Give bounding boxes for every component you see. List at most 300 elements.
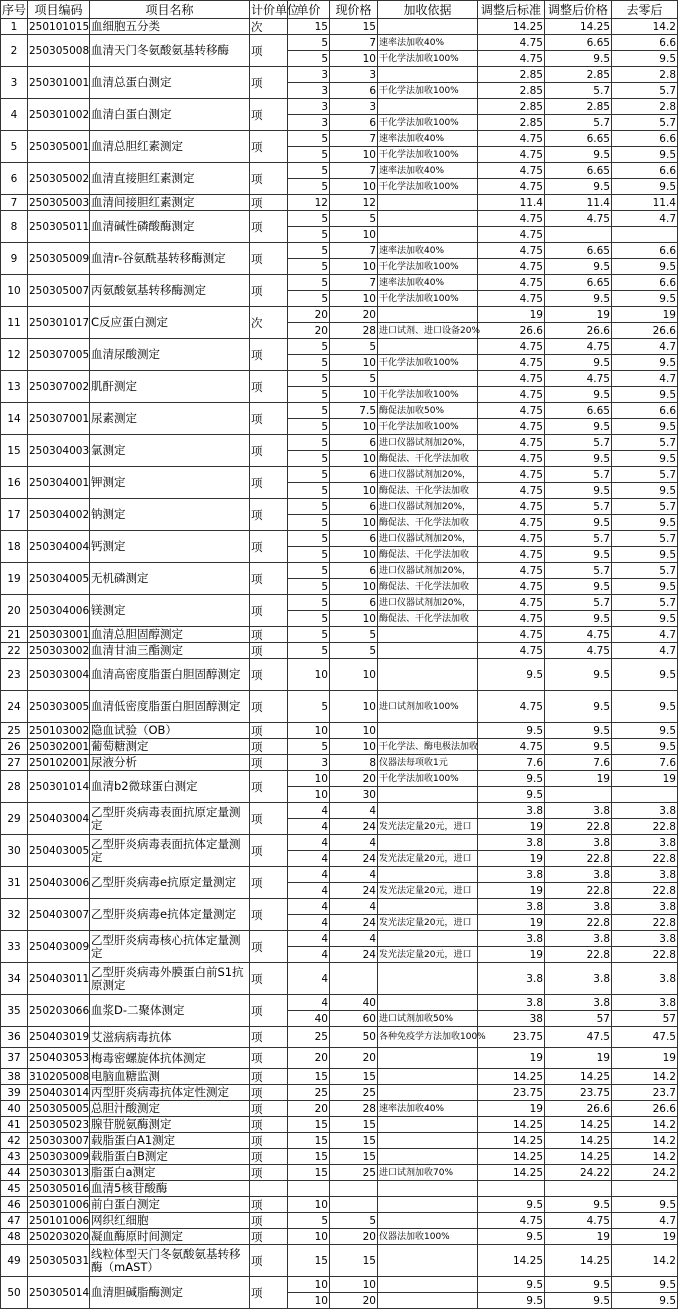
cell-no: 49	[1, 1245, 28, 1277]
cell-unit-price: 15	[288, 19, 330, 35]
table-row	[1, 563, 678, 579]
cell-adjusted-standard: 4.75	[478, 627, 545, 643]
table-row	[1, 1229, 678, 1245]
cell-no: 5	[1, 131, 28, 163]
cell-rounded: 19	[612, 1229, 678, 1245]
cell-name: 电脑血糖监测	[90, 1069, 250, 1085]
cell-adjusted-standard: 3.8	[478, 899, 545, 915]
cell-current-price: 10	[330, 739, 378, 755]
table-row	[1, 867, 678, 883]
cell-surcharge-basis: 干化学法加收100%	[378, 419, 478, 435]
cell-rounded: 22.8	[612, 819, 678, 835]
cell-no: 33	[1, 931, 28, 963]
cell-adjusted-price: 9.5	[545, 547, 612, 563]
cell-current-price: 7.5	[330, 403, 378, 419]
cell-code: 250101006	[29, 1214, 90, 1227]
cell-unit-price: 5	[288, 403, 330, 419]
cell-adjusted-standard: 4.75	[478, 35, 545, 51]
cell-surcharge-basis: 酶促法、干化学法加收	[378, 547, 478, 563]
cell-unit: 项	[250, 1197, 288, 1213]
cell-no: 21	[1, 627, 28, 643]
cell-unit-price: 5	[288, 163, 330, 179]
cell-current-price: 28	[330, 323, 378, 339]
cell-rounded: 9.5	[612, 147, 678, 163]
cell-surcharge-basis: 速率法加收40%	[378, 163, 478, 179]
cell-adjusted-price: 47.5	[545, 1027, 612, 1048]
table-row	[1, 275, 678, 291]
table-row	[1, 1117, 678, 1133]
cell-adjusted-price: 3.8	[545, 899, 612, 915]
cell-code: 250305001	[28, 131, 90, 163]
cell-unit: 项	[250, 467, 288, 499]
cell-adjusted-price: 3.8	[545, 963, 612, 995]
cell-adjusted-price: 5.7	[545, 499, 612, 515]
cell-adjusted-standard: 14.25	[478, 1069, 545, 1085]
cell-surcharge-basis	[378, 211, 478, 227]
cell-unit-price: 5	[288, 451, 330, 467]
cell-surcharge-basis: 进口仪器试剂加20%，	[378, 563, 478, 579]
cell-adjusted-standard: 23.75	[478, 1085, 545, 1101]
cell-surcharge-basis	[378, 803, 478, 819]
cell-current-price: 10	[330, 355, 378, 371]
cell-current-price: 15	[330, 1069, 378, 1085]
cell-adjusted-price: 5.7	[545, 467, 612, 483]
cell-rounded: 14.2	[612, 1069, 678, 1085]
cell-adjusted-price: 14.25	[545, 1117, 612, 1133]
cell-rounded: 5.7	[612, 531, 678, 547]
cell-rounded: 9.5	[612, 579, 678, 595]
cell-unit-price: 5	[288, 259, 330, 275]
cell-surcharge-basis: 进口仪器试剂加20%，	[378, 435, 478, 451]
table-row	[1, 99, 678, 115]
cell-adjusted-price	[545, 1181, 612, 1197]
cell-code: 250304004	[28, 531, 90, 563]
cell-unit-price: 5	[288, 179, 330, 195]
cell-current-price: 10	[330, 515, 378, 531]
cell-unit-price: 5	[288, 515, 330, 531]
cell-unit-price: 15	[288, 1245, 330, 1277]
cell-code: 250305005	[29, 1102, 90, 1115]
cell-surcharge-basis: 仪器法加收100%	[378, 1229, 478, 1245]
table-row	[1, 1069, 678, 1085]
header-cell: 计价单位	[251, 2, 300, 17]
cell-unit: 项	[250, 803, 288, 835]
cell-rounded: 57	[612, 1011, 678, 1027]
cell-code: 250303013	[29, 1166, 90, 1179]
cell-rounded: 22.8	[612, 947, 678, 963]
cell-unit-price: 4	[288, 883, 330, 899]
cell-adjusted-price: 9.5	[545, 579, 612, 595]
cell-rounded: 14.2	[612, 1133, 678, 1149]
cell-adjusted-standard: 14.25	[478, 1149, 545, 1165]
cell-no: 36	[1, 1027, 28, 1048]
cell-name: 前白蛋白测定	[90, 1197, 250, 1213]
cell-rounded: 9.5	[612, 483, 678, 499]
cell-unit: 项	[250, 995, 288, 1027]
cell-unit-price: 4	[288, 835, 330, 851]
cell-rounded: 4.7	[612, 643, 678, 659]
cell-current-price: 3	[330, 99, 378, 115]
cell-adjusted-price: 19	[545, 307, 612, 323]
cell-adjusted-standard: 9.5	[478, 771, 545, 787]
table-row	[1, 435, 678, 451]
cell-name: 乙型肝炎病毒e抗原定量测定	[90, 867, 250, 899]
cell-current-price: 24	[330, 915, 378, 931]
table-row	[1, 995, 678, 1011]
cell-adjusted-price: 9.5	[545, 1293, 612, 1309]
header-cell: 调整后价格	[545, 1, 612, 19]
cell-rounded: 3.8	[612, 995, 678, 1011]
table-row	[1, 403, 678, 419]
cell-unit: 项	[250, 1069, 288, 1085]
cell-unit-price: 3	[288, 755, 330, 771]
cell-surcharge-basis: 发光法定量20元，进口	[378, 915, 478, 931]
cell-rounded	[612, 1181, 678, 1197]
cell-no: 44	[1, 1165, 28, 1181]
cell-rounded: 3.8	[612, 899, 678, 915]
cell-rounded: 9.5	[612, 451, 678, 467]
cell-surcharge-basis: 仪器法每项收1元	[378, 755, 478, 771]
table-row	[1, 499, 678, 515]
cell-surcharge-basis: 速率法加收40%	[378, 1101, 478, 1117]
cell-name: 梅毒密螺旋体抗体测定	[90, 1048, 250, 1069]
cell-unit-price: 5	[288, 147, 330, 163]
cell-current-price: 24	[330, 883, 378, 899]
cell-rounded: 5.7	[612, 563, 678, 579]
cell-surcharge-basis: 干化学法、酶电极法加收	[378, 739, 478, 755]
cell-rounded: 9.5	[612, 515, 678, 531]
cell-current-price: 15	[330, 19, 378, 35]
cell-current-price: 50	[330, 1027, 378, 1048]
cell-adjusted-standard: 9.5	[478, 1229, 545, 1245]
cell-adjusted-price: 4.75	[545, 627, 612, 643]
cell-adjusted-price	[545, 787, 612, 803]
cell-adjusted-standard: 14.25	[478, 19, 545, 35]
cell-rounded: 9.5	[612, 291, 678, 307]
table-row	[1, 691, 678, 723]
cell-no: 1	[1, 19, 28, 35]
cell-unit: 项	[250, 403, 288, 435]
cell-unit-price: 5	[288, 1213, 330, 1229]
cell-unit-price: 5	[288, 339, 330, 355]
table-row	[1, 67, 678, 83]
cell-code: 250301017	[28, 307, 90, 339]
cell-adjusted-standard: 14.25	[478, 1165, 545, 1181]
cell-unit-price: 20	[288, 323, 330, 339]
cell-code: 250403011	[28, 963, 90, 995]
cell-name: 血清尿酸测定	[90, 339, 250, 371]
cell-surcharge-basis	[378, 227, 478, 243]
cell-adjusted-price: 23.75	[545, 1085, 612, 1101]
cell-surcharge-basis	[378, 643, 478, 659]
cell-unit-price: 4	[288, 995, 330, 1011]
cell-surcharge-basis	[378, 867, 478, 883]
cell-adjusted-price: 5.7	[545, 435, 612, 451]
cell-adjusted-price: 6.65	[545, 35, 612, 51]
cell-current-price: 6	[330, 115, 378, 131]
cell-surcharge-basis: 酶促法加收50%	[378, 403, 478, 419]
cell-current-price	[330, 963, 378, 995]
cell-unit: 项	[250, 931, 288, 963]
table-row	[1, 1277, 678, 1293]
cell-surcharge-basis	[378, 371, 478, 387]
cell-surcharge-basis: 干化学法加收100%	[378, 179, 478, 195]
cell-surcharge-basis: 干化学法加收100%	[378, 259, 478, 275]
cell-name: 乙型肝炎病毒表面抗体定量测定	[90, 835, 250, 867]
cell-rounded: 14.2	[612, 1245, 678, 1277]
cell-adjusted-price: 7.6	[545, 755, 612, 771]
cell-unit-price: 20	[288, 1101, 330, 1117]
cell-name: 隐血试验（OB）	[90, 723, 250, 739]
cell-current-price: 25	[330, 1085, 378, 1101]
cell-no: 17	[1, 499, 28, 531]
cell-current-price: 5	[330, 339, 378, 355]
cell-current-price: 7	[330, 243, 378, 259]
cell-no: 48	[1, 1229, 28, 1245]
cell-adjusted-standard: 19	[478, 1048, 545, 1069]
cell-no: 16	[1, 467, 28, 499]
cell-adjusted-price: 19	[545, 1229, 612, 1245]
cell-surcharge-basis: 酶促法、干化学法加收	[378, 515, 478, 531]
cell-code: 250304005	[28, 563, 90, 595]
cell-rounded: 22.8	[612, 915, 678, 931]
table-row	[1, 211, 678, 227]
table-row	[1, 755, 678, 771]
cell-current-price: 20	[330, 771, 378, 787]
cell-code: 250305016	[29, 1182, 90, 1195]
cell-surcharge-basis: 速率法加收40%	[378, 243, 478, 259]
cell-adjusted-price: 9.5	[545, 419, 612, 435]
cell-code: 250307001	[28, 403, 90, 435]
cell-current-price: 15	[330, 1133, 378, 1149]
table-row	[1, 371, 678, 387]
table-row	[1, 163, 678, 179]
cell-surcharge-basis: 干化学法加收100%	[378, 387, 478, 403]
cell-surcharge-basis	[378, 307, 478, 323]
cell-unit-price: 5	[288, 595, 330, 611]
cell-surcharge-basis	[378, 67, 478, 83]
cell-unit-price: 5	[288, 627, 330, 643]
cell-unit: 项	[250, 1229, 288, 1245]
cell-unit-price: 3	[288, 99, 330, 115]
cell-current-price: 10	[330, 579, 378, 595]
table-row	[1, 1085, 678, 1101]
cell-surcharge-basis	[378, 1117, 478, 1133]
cell-rounded: 6.6	[612, 163, 678, 179]
cell-surcharge-basis: 干化学法加收100%	[378, 147, 478, 163]
cell-unit-price: 3	[288, 115, 330, 131]
cell-adjusted-price: 22.8	[545, 883, 612, 899]
cell-adjusted-price: 5.7	[545, 83, 612, 99]
cell-current-price: 6	[330, 499, 378, 515]
cell-unit-price: 15	[288, 1133, 330, 1149]
cell-no: 19	[1, 563, 28, 595]
cell-unit: 项	[250, 643, 288, 659]
cell-adjusted-price: 9.5	[545, 723, 612, 739]
cell-no: 47	[1, 1213, 28, 1229]
cell-adjusted-price: 9.5	[545, 387, 612, 403]
cell-surcharge-basis	[378, 1181, 478, 1197]
cell-no: 4	[1, 99, 28, 131]
cell-adjusted-standard: 4.75	[478, 163, 545, 179]
cell-unit-price: 15	[288, 1165, 330, 1181]
cell-surcharge-basis	[378, 627, 478, 643]
cell-current-price: 10	[330, 227, 378, 243]
cell-unit-price: 10	[288, 1277, 330, 1293]
cell-current-price: 20	[330, 1293, 378, 1309]
header-cell: 项目名称	[90, 1, 250, 19]
cell-unit-price: 25	[288, 1027, 330, 1048]
cell-name: 葡萄糖测定	[90, 739, 250, 755]
cell-current-price: 30	[330, 787, 378, 803]
cell-unit: 项	[250, 339, 288, 371]
cell-adjusted-price: 3.8	[545, 867, 612, 883]
cell-adjusted-price: 26.6	[545, 323, 612, 339]
cell-current-price: 7	[330, 35, 378, 51]
cell-current-price: 24	[330, 819, 378, 835]
cell-no: 29	[1, 803, 28, 835]
cell-current-price: 20	[330, 1229, 378, 1245]
cell-current-price: 60	[330, 1011, 378, 1027]
cell-surcharge-basis	[378, 1213, 478, 1229]
cell-rounded	[612, 227, 678, 243]
cell-surcharge-basis	[378, 339, 478, 355]
cell-unit: 项	[250, 1027, 288, 1048]
cell-unit-price: 10	[288, 771, 330, 787]
cell-adjusted-standard: 4.75	[478, 1213, 545, 1229]
table-row	[1, 1133, 678, 1149]
cell-current-price: 4	[330, 835, 378, 851]
cell-name: 钙测定	[90, 531, 250, 563]
cell-surcharge-basis: 发光法定量20元，进口	[378, 851, 478, 867]
cell-surcharge-basis: 进口仪器试剂加20%，	[378, 531, 478, 547]
cell-current-price: 6	[330, 563, 378, 579]
cell-name: 血清总胆固醇测定	[90, 627, 250, 643]
cell-rounded: 5.7	[612, 499, 678, 515]
cell-adjusted-standard: 4.75	[478, 147, 545, 163]
cell-unit: 项	[250, 1048, 288, 1069]
cell-surcharge-basis: 干化学法加收100%	[378, 291, 478, 307]
cell-adjusted-price: 9.5	[545, 451, 612, 467]
cell-current-price: 10	[330, 451, 378, 467]
cell-adjusted-standard: 7.6	[478, 755, 545, 771]
cell-rounded: 47.5	[612, 1027, 678, 1048]
cell-rounded: 19	[612, 307, 678, 323]
cell-rounded: 9.5	[612, 355, 678, 371]
cell-current-price: 4	[330, 803, 378, 819]
cell-surcharge-basis: 进口试剂、进口设备20%	[378, 323, 478, 339]
table-row	[1, 1149, 678, 1165]
table-row	[1, 1245, 678, 1277]
cell-adjusted-price: 22.8	[545, 851, 612, 867]
cell-no: 40	[1, 1101, 28, 1117]
cell-rounded: 6.6	[612, 403, 678, 419]
header-cell: 去零后	[612, 1, 678, 19]
cell-unit-price: 12	[288, 195, 330, 211]
cell-adjusted-standard: 14.25	[478, 1245, 545, 1277]
cell-name: 脂蛋白a测定	[90, 1165, 250, 1181]
cell-name: 艾滋病病毒抗体	[90, 1027, 250, 1048]
cell-adjusted-standard: 3.8	[478, 835, 545, 851]
cell-code: 250303002	[29, 644, 90, 657]
cell-rounded: 9.5	[612, 179, 678, 195]
table-row	[1, 643, 678, 659]
cell-unit-price: 5	[288, 387, 330, 403]
cell-adjusted-standard: 19	[478, 819, 545, 835]
cell-no: 43	[1, 1149, 28, 1165]
cell-adjusted-price: 9.5	[545, 259, 612, 275]
cell-unit: 项	[250, 35, 288, 67]
cell-adjusted-standard: 14.25	[478, 1133, 545, 1149]
cell-adjusted-standard: 3.8	[478, 963, 545, 995]
cell-adjusted-standard: 4.75	[478, 291, 545, 307]
cell-adjusted-standard: 3.8	[478, 867, 545, 883]
cell-unit-price: 10	[288, 659, 330, 691]
cell-adjusted-price: 3.8	[545, 835, 612, 851]
cell-current-price: 10	[330, 611, 378, 627]
cell-code: 250304001	[28, 467, 90, 499]
cell-adjusted-price: 19	[545, 1048, 612, 1069]
cell-code: 250304006	[28, 595, 90, 627]
cell-unit-price: 5	[288, 227, 330, 243]
cell-adjusted-standard: 19	[478, 851, 545, 867]
cell-surcharge-basis	[378, 1149, 478, 1165]
cell-adjusted-standard: 9.5	[478, 1293, 545, 1309]
cell-adjusted-standard: 4.75	[478, 643, 545, 659]
cell-adjusted-standard: 26.6	[478, 323, 545, 339]
cell-adjusted-standard: 4.75	[478, 355, 545, 371]
cell-adjusted-price: 9.5	[545, 291, 612, 307]
cell-unit: 项	[250, 131, 288, 163]
cell-rounded: 2.8	[612, 99, 678, 115]
cell-current-price: 5	[330, 371, 378, 387]
cell-unit: 项	[250, 595, 288, 627]
cell-name: 血浆D-二聚体测定	[90, 995, 250, 1027]
cell-adjusted-standard: 4.75	[478, 179, 545, 195]
cell-unit-price: 10	[288, 787, 330, 803]
cell-rounded: 22.8	[612, 851, 678, 867]
cell-unit-price: 5	[288, 611, 330, 627]
cell-unit: 项	[250, 835, 288, 867]
cell-code: 250305003	[29, 196, 90, 209]
cell-adjusted-price: 14.25	[545, 1149, 612, 1165]
cell-unit-price: 4	[288, 867, 330, 883]
cell-adjusted-standard: 11.4	[478, 195, 545, 211]
cell-surcharge-basis: 进口试剂加收100%	[378, 691, 478, 723]
cell-unit-price: 15	[288, 1149, 330, 1165]
cell-name: 乙型肝炎病毒外膜蛋白前S1抗原测定	[90, 963, 250, 995]
cell-surcharge-basis: 速率法加收40%	[378, 131, 478, 147]
table-row	[1, 835, 678, 851]
cell-adjusted-price: 9.5	[545, 355, 612, 371]
cell-code: 250101015	[29, 20, 90, 33]
header-cell: 序号	[2, 2, 27, 17]
cell-code: 250307005	[28, 339, 90, 371]
header-cell: 调整后标准	[478, 1, 545, 19]
cell-rounded: 4.7	[612, 627, 678, 643]
cell-adjusted-price: 22.8	[545, 947, 612, 963]
cell-name: 乙型肝炎病毒表面抗原定量测定	[90, 803, 250, 835]
cell-surcharge-basis: 干化学法加收100%	[378, 771, 478, 787]
cell-unit: 项	[250, 243, 288, 275]
cell-no: 10	[1, 275, 28, 307]
cell-surcharge-basis	[378, 1245, 478, 1277]
cell-adjusted-standard: 4.75	[478, 403, 545, 419]
cell-unit-price: 10	[288, 1229, 330, 1245]
cell-code: 250301006	[29, 1198, 90, 1211]
cell-adjusted-price: 4.75	[545, 211, 612, 227]
cell-code: 250304002	[28, 499, 90, 531]
